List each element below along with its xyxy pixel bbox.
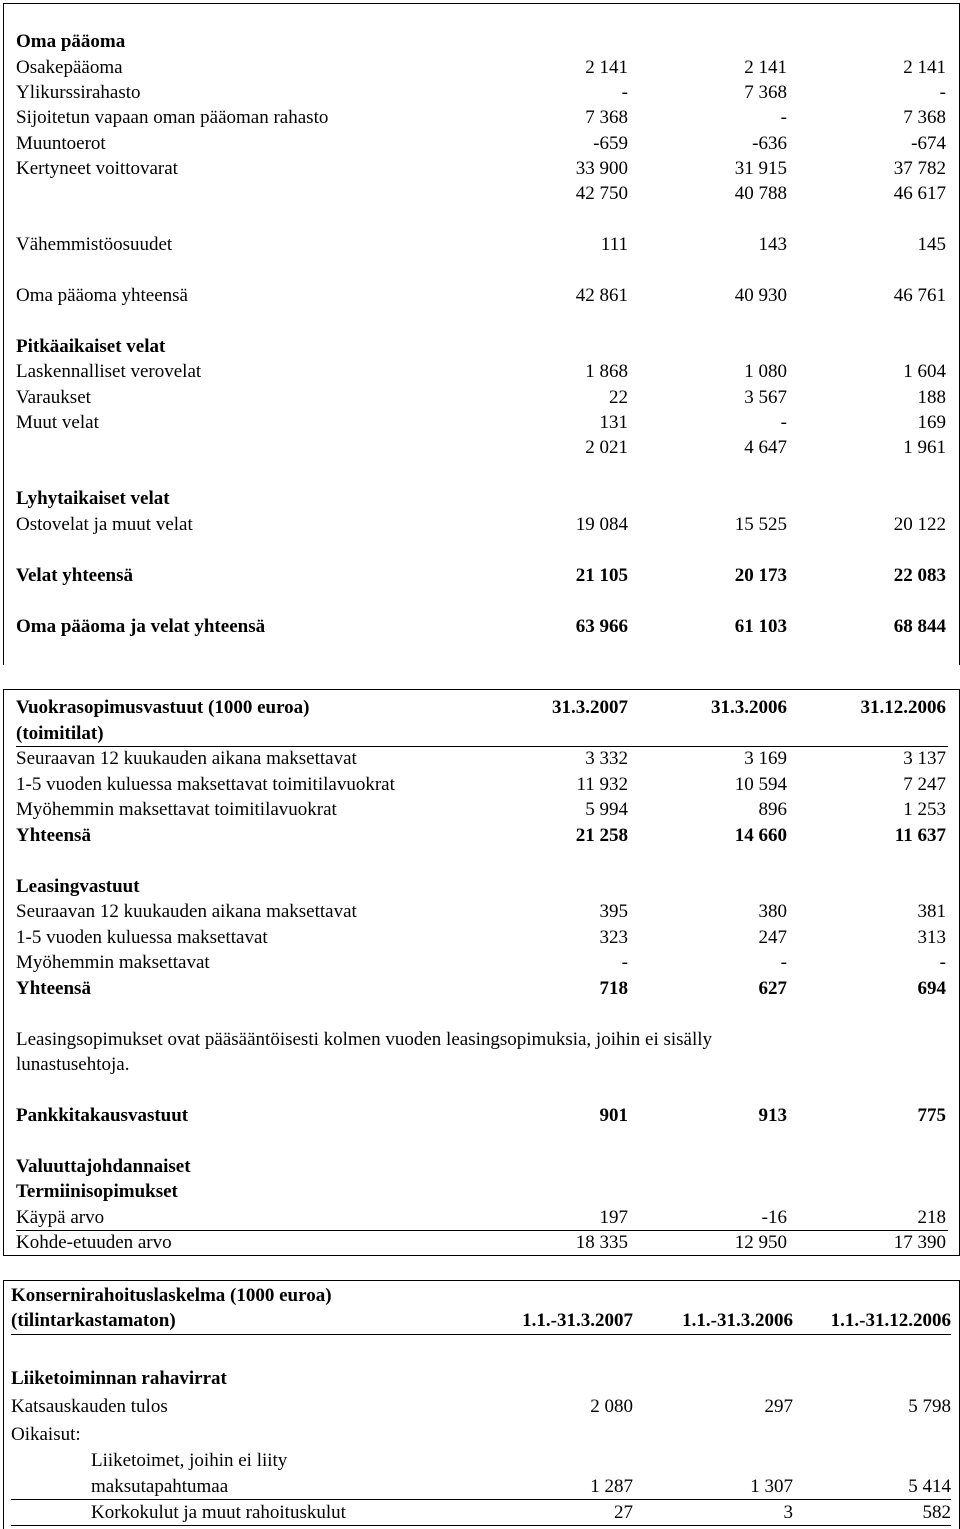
leasing-note (16, 1027, 896, 1077)
fx-row (16, 1230, 948, 1255)
row-label: Ostovelat ja muut velat (16, 514, 193, 535)
row-value: 297 (764, 1396, 793, 1417)
row-value: 21 105 (575, 565, 628, 586)
fx-bottom-rule (16, 1255, 948, 1256)
row-value: 17 390 (893, 1232, 946, 1253)
row-label: Vähemmistöosuudet (16, 234, 173, 255)
row-value: 22 (609, 387, 628, 408)
row-label: maksutapahtumaa (91, 1476, 229, 1497)
commitment-row (16, 823, 948, 848)
row-value: 46 617 (893, 183, 946, 204)
cashflow-subtitle-text: (tilintarkastamaton) (11, 1310, 176, 1331)
row-value: 11 932 (576, 774, 628, 795)
row-value: 63 966 (575, 616, 628, 637)
row-label: Pankkitakausvastuut (16, 1105, 189, 1126)
row-value: 3 137 (903, 748, 946, 769)
row-value: 145 (917, 234, 946, 255)
adjustments-line-text: Liiketoimet, joihin ei liity (91, 1450, 288, 1471)
note-line: lunastusehtoja. (16, 1054, 130, 1075)
row-label: Pitkäaikaiset velat (16, 336, 166, 357)
row-value: 3 (783, 1502, 793, 1523)
row-value: 913 (758, 1105, 787, 1126)
row-value: 1 307 (750, 1476, 793, 1497)
note-line: Leasingsopimukset ovat pääsääntöisesti kolmen vuoden leasingsopimuksia, joihin ei sisälly (16, 1029, 713, 1050)
row-value: 197 (599, 1207, 628, 1228)
row-value: 18 335 (575, 1232, 628, 1253)
row-value: 10 594 (734, 774, 787, 795)
row-label: Laskennalliset verovelat (16, 361, 202, 382)
row-value: 323 (599, 927, 628, 948)
row-value: 218 (917, 1207, 946, 1228)
cashflow-row (11, 1394, 951, 1419)
row-value: 1 868 (585, 361, 628, 382)
row-label: Oma pääoma ja velat yhteensä (16, 616, 266, 637)
row-value: 7 368 (744, 82, 787, 103)
row-value: 2 141 (903, 57, 946, 78)
commitment-row (16, 772, 948, 797)
fx-row-rule (16, 1230, 948, 1231)
balance-row (16, 334, 948, 359)
row-value: - (621, 82, 628, 103)
row-value: - (780, 412, 787, 433)
cashflow-row (11, 1474, 951, 1499)
row-value: 7 247 (903, 774, 946, 795)
row-value: 42 750 (575, 183, 628, 204)
row-value: 169 (917, 412, 946, 433)
row-value: 380 (758, 901, 787, 922)
row-value: -16 (761, 1207, 787, 1228)
row-value: 46 761 (893, 285, 946, 306)
row-value: 1 253 (903, 799, 946, 820)
row-value: -659 (593, 133, 628, 154)
row-value: 2 141 (744, 57, 787, 78)
row-label: Kertyneet voittovarat (16, 158, 178, 179)
commitment-row (16, 950, 948, 975)
row-label: 1-5 vuoden kuluessa maksettavat (16, 927, 268, 948)
row-value: 12 950 (734, 1232, 787, 1253)
fx-row (16, 1205, 948, 1230)
row-value: 5 994 (585, 799, 628, 820)
row-value: 33 900 (575, 158, 628, 179)
row-value: -674 (911, 133, 946, 154)
cashflow-section-text: Liiketoiminnan rahavirrat (11, 1368, 227, 1389)
commitment-row (16, 925, 948, 950)
row-label: Seuraavan 12 kuukauden aikana maksettavat (16, 901, 357, 922)
row-label: Muuntoerot (16, 133, 106, 154)
row-label: Velat yhteensä (16, 565, 133, 586)
row-value: 247 (758, 927, 787, 948)
commitments-title: Vuokrasopimusvastuut (1000 euroa) (16, 697, 310, 718)
commitments-subtitle-text: (toimitilat) (16, 723, 104, 744)
row-value: 21 258 (575, 825, 628, 846)
row-label: Oma pääoma yhteensä (16, 285, 188, 306)
row-value: 111 (600, 234, 628, 255)
row-value: 37 782 (893, 158, 946, 179)
row-value: 11 637 (894, 825, 946, 846)
row-value: 2 080 (590, 1396, 633, 1417)
row-label: Korkokulut ja muut rahoituskulut (91, 1502, 346, 1523)
section-heading: Oma pääoma (16, 31, 126, 52)
row-value: 40 788 (734, 183, 787, 204)
row-value: 61 103 (734, 616, 787, 637)
row-value: 1 604 (903, 361, 946, 382)
date-col-2: 31.3.2006 (711, 697, 787, 718)
date-col-3: 31.12.2006 (860, 697, 946, 718)
row-value: 381 (917, 901, 946, 922)
row-value: 3 169 (744, 748, 787, 769)
cashflow-title-text: Konsernirahoituslaskelma (1000 euroa) (11, 1285, 332, 1306)
row-value: 188 (917, 387, 946, 408)
row-label: Ylikurssirahasto (16, 82, 141, 103)
row-value: 901 (599, 1105, 628, 1126)
balance-row (16, 359, 948, 384)
row-value: 31 915 (734, 158, 787, 179)
row-value: 1 287 (590, 1476, 633, 1497)
balance-row (16, 614, 948, 639)
row-label: Lyhytaikaiset velat (16, 488, 170, 509)
row-value: - (939, 952, 946, 973)
row-value: 4 647 (744, 437, 787, 458)
row-value: 694 (917, 978, 946, 999)
commitment-row (16, 899, 948, 924)
row-label: Myöhemmin maksettavat (16, 952, 210, 973)
balance-row (16, 131, 948, 156)
row-value: - (780, 107, 787, 128)
row-value: - (939, 82, 946, 103)
row-label: Muut velat (16, 412, 99, 433)
row-value: 3 332 (585, 748, 628, 769)
row-value: 20 173 (734, 565, 787, 586)
cashflow-row-rule (11, 1525, 951, 1526)
row-label: Kohde-etuuden arvo (16, 1232, 172, 1253)
row-value: 68 844 (893, 616, 946, 637)
row-label: Osakepääoma (16, 57, 123, 78)
row-value: 40 930 (734, 285, 787, 306)
date-col-1: 31.3.2007 (552, 697, 628, 718)
cashflow-subtitle-row (11, 1308, 951, 1333)
row-value: 896 (758, 799, 787, 820)
row-value: 2 141 (585, 57, 628, 78)
row-value: 20 122 (893, 514, 946, 535)
row-value: 2 021 (585, 437, 628, 458)
balance-row (16, 156, 948, 181)
row-label: Seuraavan 12 kuukauden aikana maksettavat (16, 748, 357, 769)
fx-subtitle-text: Termiinisopimukset (16, 1181, 178, 1202)
row-value: -636 (752, 133, 787, 154)
commitment-row (16, 797, 948, 822)
period-col-3: 1.1.-31.12.2006 (830, 1310, 951, 1331)
balance-row (16, 105, 948, 130)
row-label: Varaukset (16, 387, 91, 408)
balance-row (16, 563, 948, 588)
row-value: 22 083 (893, 565, 946, 586)
commitment-row (16, 746, 948, 771)
balance-row (16, 232, 948, 257)
row-value: 5 798 (908, 1396, 951, 1417)
row-value: 395 (599, 901, 628, 922)
commitment-row (16, 976, 948, 1001)
row-value: 775 (917, 1105, 946, 1126)
balance-row (16, 181, 948, 206)
row-value: 7 368 (585, 107, 628, 128)
row-value: 627 (758, 978, 787, 999)
row-value: 7 368 (903, 107, 946, 128)
row-value: 582 (922, 1502, 951, 1523)
row-label: Sijoitetun vapaan oman pääoman rahasto (16, 107, 329, 128)
row-value: 42 861 (575, 285, 628, 306)
row-value: 313 (917, 927, 946, 948)
row-value: 3 567 (744, 387, 787, 408)
row-label: Myöhemmin maksettavat toimitilavuokrat (16, 799, 337, 820)
row-label: Yhteensä (16, 978, 91, 999)
cashflow-header-rule (11, 1334, 951, 1335)
row-value: 1 961 (903, 437, 946, 458)
balance-row (16, 385, 948, 410)
balance-row (16, 55, 948, 80)
row-value: 1 080 (744, 361, 787, 382)
balance-row (16, 80, 948, 105)
balance-row (16, 410, 948, 435)
commitments-header (16, 695, 948, 720)
row-value: 14 660 (734, 825, 787, 846)
balance-row (16, 512, 948, 537)
row-value: 19 084 (575, 514, 628, 535)
fx-title-text: Valuuttajohdannaiset (16, 1156, 191, 1177)
adjustments-text: Oikaisut: (11, 1424, 81, 1445)
row-label: 1-5 vuoden kuluessa maksettavat toimitilavuokrat (16, 774, 395, 795)
row-value: 27 (614, 1502, 633, 1523)
row-value: 718 (599, 978, 628, 999)
period-col-1: 1.1.-31.3.2007 (522, 1310, 633, 1331)
balance-row (16, 486, 948, 511)
row-value: 15 525 (734, 514, 787, 535)
balance-row (16, 283, 948, 308)
period-col-2: 1.1.-31.3.2006 (682, 1310, 793, 1331)
commitment-row (16, 874, 948, 899)
bank-row (16, 1103, 948, 1128)
row-value: 143 (758, 234, 787, 255)
cashflow-row (11, 1500, 951, 1525)
row-label: Yhteensä (16, 825, 91, 846)
row-value: - (780, 952, 787, 973)
row-value: 131 (599, 412, 628, 433)
balance-row (16, 435, 948, 460)
row-label: Käypä arvo (16, 1207, 105, 1228)
row-value: 5 414 (908, 1476, 951, 1497)
row-label: Katsauskauden tulos (11, 1396, 168, 1417)
row-value: - (621, 952, 628, 973)
row-label: Leasingvastuut (16, 876, 140, 897)
